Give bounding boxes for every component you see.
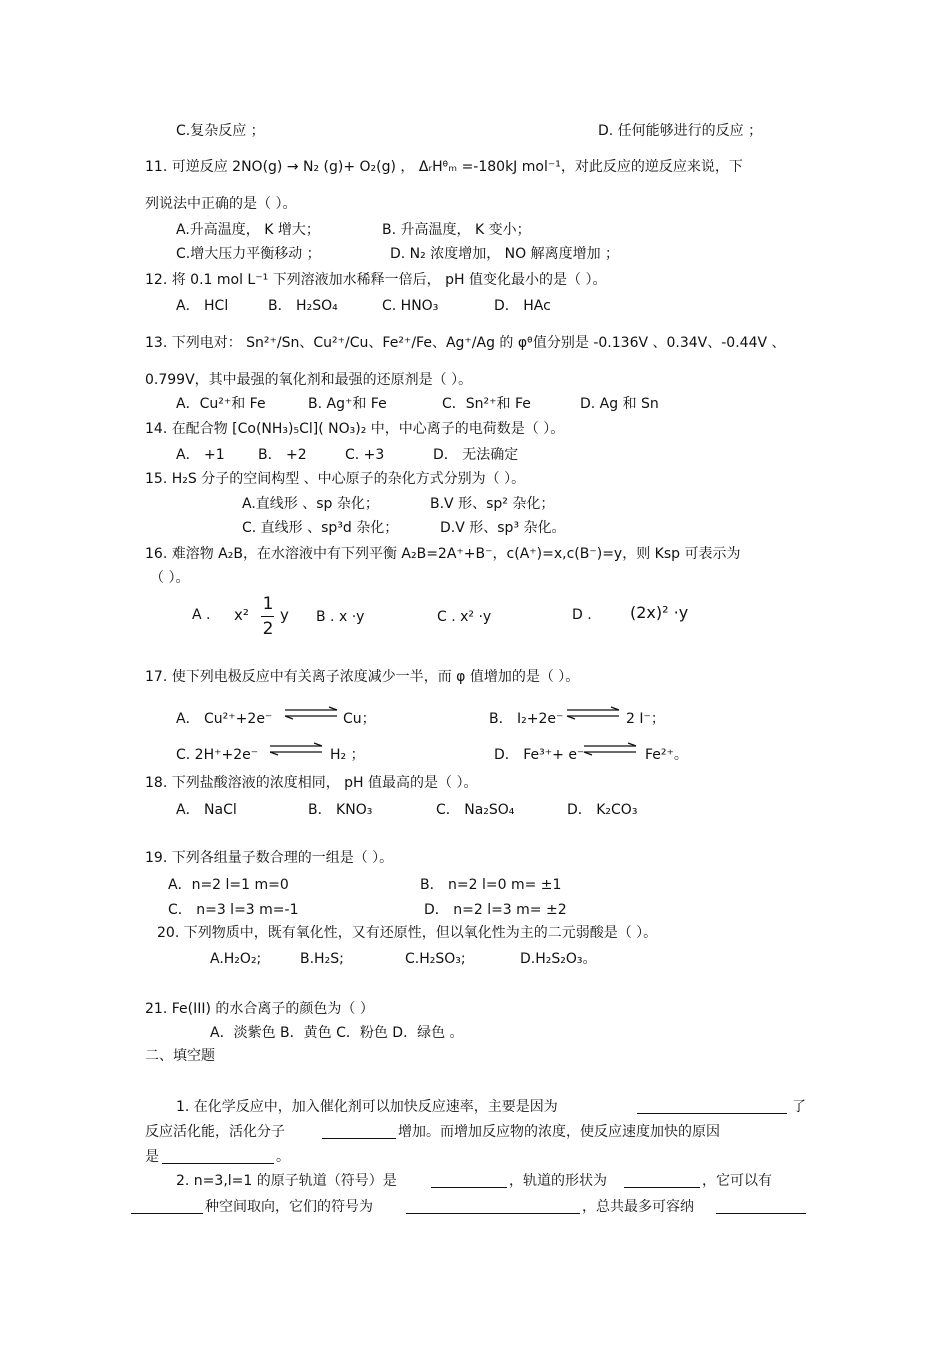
fill2-line1-tail: ，它可以有 <box>702 1173 772 1189</box>
fill2-line1-mid: ，轨道的形状为 <box>509 1173 607 1189</box>
q17-option-b-left: B． I₂+2e⁻ <box>489 711 564 727</box>
q19-option-a: A．n=2 l=1 m=0 <box>168 877 289 893</box>
fill2-blank-2[interactable] <box>624 1187 700 1188</box>
fill2-line2-tail: ，总共最多可容纳 <box>582 1199 694 1215</box>
fill1-line3-tail: 。 <box>276 1149 290 1165</box>
equilibrium-arrow-icon <box>565 706 621 720</box>
fill1-blank-1[interactable] <box>637 1113 787 1114</box>
q20-option-a: A.H₂O₂; <box>210 951 262 967</box>
q11-option-a: A.升高温度， K 增大； <box>176 222 320 238</box>
q11-stem-line1: 11. 可逆反应 2NO(g) → N₂ (g)+ O₂(g) ， ΔᵣHᶿₘ =-180kJ mol⁻¹，对此反应的逆反应来说，下 <box>145 159 743 175</box>
fill2-line1-head: 2. n=3,l=1 的原子轨道（符号）是 <box>176 1173 397 1189</box>
section-heading-fill-in: 二、填空题 <box>145 1048 215 1064</box>
q16-option-a-label: A . <box>192 607 211 623</box>
q19-option-b: B． n=2 l=0 m= ±1 <box>420 877 562 893</box>
q19-option-c: C． n=3 l=3 m=-1 <box>168 902 299 918</box>
fill2-blank-4[interactable] <box>406 1213 580 1214</box>
q17-option-d-right: Fe²⁺。 <box>645 747 688 763</box>
q15-option-b: B.V 形、sp² 杂化； <box>430 496 555 512</box>
q21-stem: 21. Fe(III) 的水合离子的颜色为（ ） <box>145 1001 374 1017</box>
q21-options: A．淡紫色 B．黄色 C．粉色 D．绿色 。 <box>210 1025 464 1041</box>
q16-fraction-denominator: 2 <box>262 619 274 639</box>
q12-option-c: C. HNO₃ <box>382 298 439 314</box>
q12-option-a: A． HCl <box>176 298 229 314</box>
q16-stem-line1: 16. 难溶物 A₂B，在水溶液中有下列平衡 A₂B=2A⁺+B⁻，c(A⁺)=x,c(B⁻)=y，则 Ksp 可表示为 <box>145 546 741 562</box>
q18-stem: 18. 下列盐酸溶液的浓度相同， pH 值最高的是（ ）。 <box>145 775 478 791</box>
fill2-blank-1[interactable] <box>431 1187 507 1188</box>
fill1-line2-tail: 增加。而增加反应物的浓度，使反应速度加快的原因 <box>398 1124 720 1140</box>
q16-fraction-bar <box>261 616 274 617</box>
q19-stem: 19. 下列各组量子数合理的一组是（ ）。 <box>145 850 394 866</box>
equilibrium-arrow-icon <box>283 706 339 720</box>
q11-option-d: D. N₂ 浓度增加， NO 解离度增加 ； <box>390 246 620 262</box>
q17-option-d-left: D． Fe³⁺+ e⁻ <box>494 747 585 763</box>
q15-option-c: C. 直线形 、sp³d 杂化； <box>242 520 399 536</box>
q12-option-d: D． HAc <box>494 298 551 314</box>
q14-option-a: A． +1 <box>176 447 225 463</box>
q12-stem: 12. 将 0.1 mol L⁻¹ 下列溶液加水稀释一倍后， pH 值变化最小的是（ ）。 <box>145 272 607 288</box>
q16-option-a-tail: y <box>280 606 289 624</box>
fill1-blank-2[interactable] <box>322 1138 396 1139</box>
q18-option-d: D． K₂CO₃ <box>567 802 638 818</box>
q11-option-b: B. 升高温度， K 变小； <box>382 222 531 238</box>
q13-option-a: A．Cu²⁺和 Fe <box>176 396 266 412</box>
fill2-line2-head: 种空间取向，它们的符号为 <box>205 1199 373 1215</box>
fill1-blank-3[interactable] <box>162 1163 274 1164</box>
fill1-line2-head: 反应活化能，活化分子 <box>145 1124 285 1140</box>
q17-option-c-right: H₂ ； <box>330 747 365 763</box>
q20-option-b: B.H₂S; <box>300 951 344 967</box>
q18-option-c: C． Na₂SO₄ <box>436 802 515 818</box>
q16-option-a-expr: x² <box>234 606 249 624</box>
q11-stem-line2: 列说法中正确的是（ ）。 <box>145 196 297 212</box>
q16-option-b: B . x ·y <box>316 609 365 625</box>
fill2-blank-5[interactable] <box>716 1213 806 1214</box>
equilibrium-arrow-icon <box>582 742 638 756</box>
q10-option-d: D. 任何能够进行的反应 ； <box>598 123 763 139</box>
q15-option-a: A.直线形 、sp 杂化； <box>242 496 379 512</box>
fill2-blank-3[interactable] <box>131 1213 203 1214</box>
q14-option-c: C. +3 <box>345 447 385 463</box>
q17-option-b-right: 2 I⁻； <box>626 711 665 727</box>
q10-option-c: C.复杂反应 ； <box>176 123 265 139</box>
q16-option-d-expr: (2x)² ·y <box>630 603 689 622</box>
q18-option-b: B． KNO₃ <box>308 802 373 818</box>
q13-stem-line2: 0.799V，其中最强的氧化剂和最强的还原剂是（ ）。 <box>145 372 473 388</box>
q16-stem-line2: （ ）。 <box>150 570 190 586</box>
q14-stem: 14. 在配合物 [Co(NH₃)₅Cl]( NO₃)₂ 中，中心离子的电荷数是（ ）。 <box>145 421 565 437</box>
q16-fraction-numerator: 1 <box>262 594 274 614</box>
fill1-line1: 1. 在化学反应中，加入催化剂可以加快反应速率，主要是因为 <box>176 1099 558 1115</box>
q20-option-c: C.H₂SO₃; <box>405 951 466 967</box>
q14-option-b: B． +2 <box>258 447 307 463</box>
q20-stem: 20. 下列物质中，既有氧化性，又有还原性，但以氧化性为主的二元弱酸是（ ）。 <box>157 925 658 941</box>
q17-stem: 17. 使下列电极反应中有关离子浓度减少一半，而 φ 值增加的是（ ）。 <box>145 669 580 685</box>
q13-option-c: C．Sn²⁺和 Fe <box>442 396 531 412</box>
fill1-line1-tail: 了 <box>792 1099 806 1115</box>
q17-option-a-right: Cu； <box>343 711 376 727</box>
q14-option-d: D． 无法确定 <box>433 447 519 463</box>
q16-option-d-label: D . <box>572 607 592 623</box>
q11-option-c: C.增大压力平衡移动 ； <box>176 246 321 262</box>
q17-option-c-left: C. 2H⁺+2e⁻ <box>176 747 259 763</box>
q12-option-b: B． H₂SO₄ <box>268 298 338 314</box>
fill1-line3-head: 是 <box>145 1149 159 1165</box>
q15-stem: 15. H₂S 分子的空间构型 、中心原子的杂化方式分别为（ ）。 <box>145 471 526 487</box>
q16-option-c: C . x² ·y <box>437 609 492 625</box>
q13-option-d: D. Ag 和 Sn <box>580 396 659 412</box>
q13-stem-line1: 13. 下列电对： Sn²⁺/Sn、Cu²⁺/Cu、Fe²⁺/Fe、Ag⁺/Ag 的 φᶿ值分别是 -0.136V 、0.34V、-0.44V 、 <box>145 335 786 351</box>
q13-option-b: B. Ag⁺和 Fe <box>308 396 387 412</box>
q19-option-d: D． n=2 l=3 m= ±2 <box>424 902 567 918</box>
q17-option-a-left: A． Cu²⁺+2e⁻ <box>176 711 273 727</box>
equilibrium-arrow-icon <box>268 742 324 756</box>
q15-option-d: D.V 形、sp³ 杂化。 <box>440 520 566 536</box>
q20-option-d: D.H₂S₂O₃。 <box>520 951 597 967</box>
q18-option-a: A． NaCl <box>176 802 237 818</box>
